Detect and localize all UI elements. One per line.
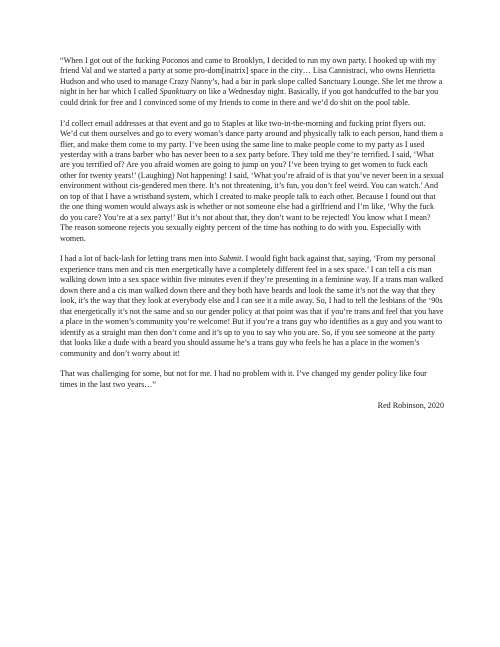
text-run: on like a Wednesday night. Basically, if you got handcuffed to the bar you could drink for free and I convinced some of my friends to come in there and we’d do shit on the pool table. <box>60 87 439 107</box>
paragraph-4 <box>60 369 444 390</box>
text-run: I had a lot of back-lash for letting trans men into <box>60 254 219 264</box>
text-run: I’d collect email addresses at that event and go to Staples at like two-in-the-morning and fucking print flyers out. We’d cut them ourselves and go to every woman’s dance party around and physically talk to each person, hand them a flier, and make them come to my party. I’ve been using the same line to make people come to my party as I used yesterday with a trans barber who has never been to a sex party before. They told me they’re terrified. I said, ‘What are you terrified of? Are you afraid women are going to jump on you? I’ve been trying to get women to fuck each other for twenty years!’ (Laughing) Not happening! I said, ‘What you’re afraid of is that you’ve never been in a sexual environment without cis-gendered men there. It’s not threatening, it’s fun, you don’t feel weird. You can watch.’ And on top of that I have a wristband system, which I created to make people talk to each other. Because I found out that the one thing women would always ask is whether or not someone else had a girlfriend and I’m like, ‘Why the fuck do you care? You’re at a sex party!’ But it’s not about that, they don’t want to be rejected! You know what I mean? The reason someone rejects you sexually eighty percent of the time has nothing to do with you. Especially with women. <box>60 118 444 243</box>
italic-title-spanktuary: Spanktuary <box>159 87 197 97</box>
text-run: . I would fight back against that, saying, ‘From my personal experience trans men and cis men energetically have a completely different feel in a sex space.’ I can tell a cis man walking down into a sex space within five minutes even if they’re presenting in a feminine way. If a trans man walked down there and a cis man walked down there and they both have beards and look the same it’s not the way that they look, it’s the way that they look at everybody else and I can see it a mile away. So, I had to tell the lesbians of the ‘90s that energetically it’s not the same and so our gender policy at that point was that if you’re trans and feel that you have a place in the women’s community you’re welcome! But if you’re a trans guy who identifies as a guy and you want to identify as a straight man then don’t come and it’s up to you to say who you are. So, if you see someone at the party that looks like a dude with a beard you should assume he’s a trans guy who feels he has a place in the women’s community and don’t worry about it! <box>60 254 444 358</box>
document-body <box>60 56 444 411</box>
text-run: “When I got out of the fucking Poconos and came to Brooklyn, I decided to run my own party. I hooked up with my friend Val and we started a party at some pro-dom[inatrix] space in the city… Lisa Cannistraci, who owns Henrietta Hudson and who used to manage Crazy Nanny’s, had a bar in park slope called Sanctuary Lounge. She let me throw a night in her bar which I called <box>60 56 443 97</box>
attribution: Red Robinson, 2020 <box>377 400 444 410</box>
paragraph-3 <box>60 254 444 359</box>
italic-title-submit: Submit <box>218 254 242 264</box>
paragraph-1 <box>60 56 444 108</box>
paragraph-2 <box>60 119 444 244</box>
text-run: That was challenging for some, but not for me. I had no problem with it. I’ve changed my gender policy like four times in the last two years…” <box>60 369 427 389</box>
